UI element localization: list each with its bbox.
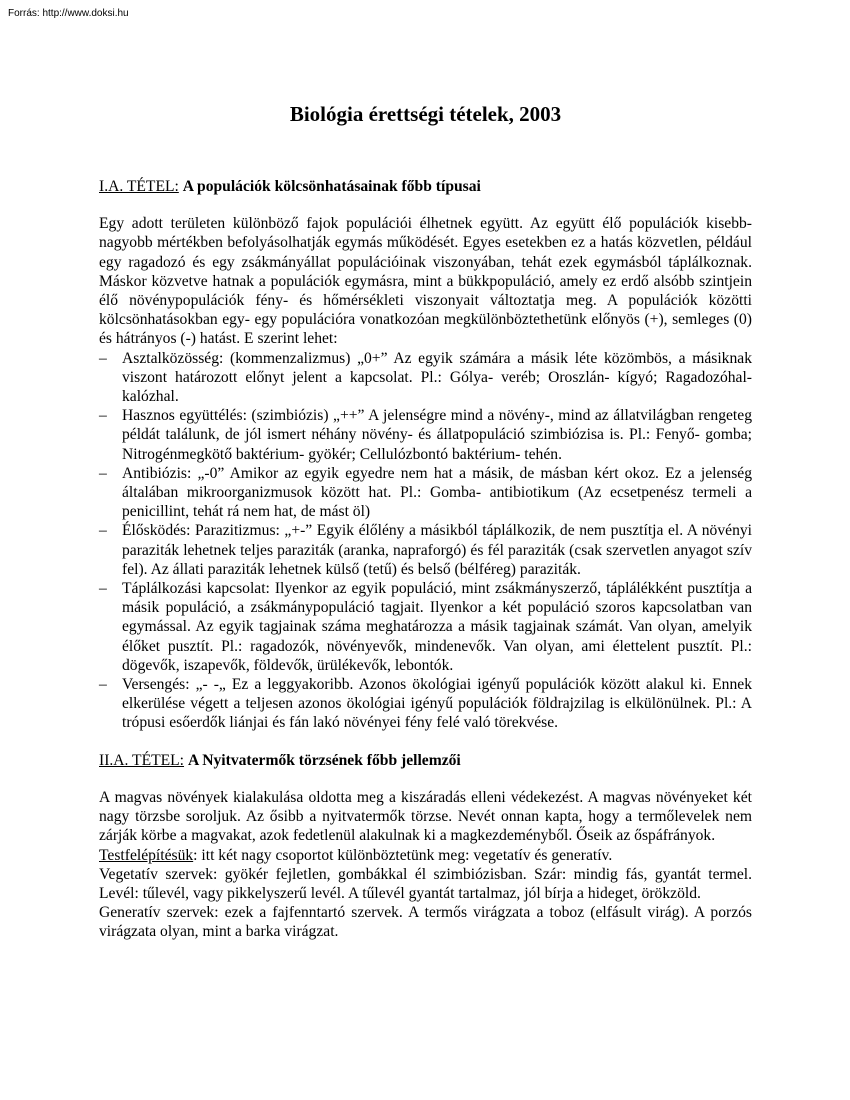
section1-heading bbox=[99, 177, 752, 196]
section1-label: I.A. TÉTEL: bbox=[99, 178, 179, 195]
dash-bullet: – bbox=[99, 580, 107, 598]
dash-bullet: – bbox=[99, 522, 107, 540]
section2-intro: A magvas növények kialakulása oldotta meg a kiszáradás elleni védekezést. A magvas növényeket két nagy törzsbe soroljuk. Az ősibb a nyitvatermők törzse. Nevét onnan kapta, hogy a termőlevelek nem zárják körbe a magvakat, azok fedetlenül alakulnak ki a magkezdeményből. Őseik az őspáfrányok. bbox=[99, 788, 752, 845]
structure-text: : itt két nagy csoportot különböztetünk meg: vegetatív és generatív. bbox=[193, 846, 613, 864]
section2-label: II.A. TÉTEL: bbox=[99, 751, 185, 769]
list-item-text: Asztalközösség: (kommenzalizmus) „0+” Az egyik számára a másik léte közömbös, a másiknak viszont határozott előnyt jelent a kapcsolat. Pl.: Gólya- veréb; Oroszlán- kígyó; Ragadozóhal- kalózhal. bbox=[122, 349, 752, 406]
list-item-text: Versengés: „- -„ Ez a leggyakoribb. Azonos ökológiai igényű populációk között alakul ki. Ennek elkerülése végett a teljesen azonos ökológiai igényű populációk földrajzilag is elkülönülnek. Pl.: A trópusi esőerdők liánjai és fán lakó növényei fény felé való törekvése. bbox=[122, 676, 752, 732]
list-item bbox=[99, 579, 752, 675]
list-item bbox=[99, 349, 752, 407]
list-item bbox=[99, 464, 752, 522]
dash-bullet: – bbox=[99, 676, 107, 694]
vegetative-paragraph: Vegetatív szervek: gyökér fejletlen, gombákkal él szimbiózisban. Szár: mindig fás, gyantát termel. Levél: tűlevél, vagy pikkelyszerű levél. A tűlevél gyantát tartalmaz, jól bírja a hideget, örökzöld. bbox=[99, 865, 752, 902]
list-item-text: Élősködés: Parazitizmus: „+-” Egyik élőlény a másikból táplálkozik, de nem pusztítja el. A növényi paraziták lehetnek teljes paraziták (aranka, napraforgó) és fél paraziták (csak szervetlen anyagot szív fel). Az állati paraziták lehetnek külső (tetű) és belső (bélféreg) paraziták. bbox=[122, 522, 752, 578]
interaction-list bbox=[99, 349, 752, 733]
list-item-text: Antibiózis: „-0” Amikor az egyik egyedre nem hat a másik, de másban kért okoz. Ez a jelenség általában mikroorganizmusok között hat. Pl.: Gomba- antibiotikum (Az ecsetpenész termeli a penicillint, tehát rá nem hat, de mást öl) bbox=[122, 464, 752, 521]
section2-heading bbox=[99, 751, 752, 770]
structure-label: Testfelépítésük bbox=[99, 846, 194, 864]
dash-bullet: – bbox=[99, 464, 107, 482]
generative-paragraph: Generatív szervek: ezek a fajfenntartó szervek. A termős virágzata a toboz (elfásult virág). A porzós virágzata olyan, mint a barka virágzat. bbox=[99, 904, 752, 941]
section1-intro: Egy adott területen különböző fajok populációi élhetnek együtt. Az együtt élő populációk kisebb-nagyobb mértékben befolyásolhatják egymás működését. Egyes esetekben ez a hatás közvetlen, például egy ragadozó és egy zsákmányállat populációinak viszonyában, tehát ezek egymásból táplálkoznak. Máskor közvetve hatnak a populációk egymásra, mint a bükkpopuláció, amely ez erdő alsóbb szintjein élő növénypopulációk fény- és hőmérsékleti viszonyait változtatja meg. A populációk közötti kölcsönhatásokban egy- egy populációra vonatkozóan megkülönböztethetünk előnyös (+), semleges (0) és hátrányos (-) hatást. E szerint lehet: bbox=[99, 215, 752, 348]
list-item bbox=[99, 521, 752, 579]
dash-bullet: – bbox=[99, 407, 107, 425]
list-item bbox=[99, 675, 752, 733]
list-item-text: Táplálkozási kapcsolat: Ilyenkor az egyik populáció, mint zsákmányszerző, táplálékként pusztítja a másik populáció, a zsákmánypopuláció tagjait. Ilyenkor a két populáció szoros kapcsolatban van egymással. Az egyik tagjainak száma meghatározza a másik tagjainak számát. Van olyan, amelyik élőket pusztít. Pl.: ragadozók, növényevők, mindenevők. Van olyan, ami élettelent pusztít. Pl.: dögevők, iszapevők, földevők, ürülékevők, lebontók. bbox=[122, 580, 752, 674]
document-body bbox=[99, 100, 752, 942]
page-title: Biológia érettségi tételek, 2003 bbox=[289, 102, 562, 126]
section2-title: A Nyitvatermők törzsének főbb jellemzői bbox=[187, 751, 461, 769]
list-item bbox=[99, 406, 752, 464]
structure-paragraph bbox=[99, 846, 752, 865]
dash-bullet: – bbox=[99, 349, 107, 367]
source-note: Forrás: http://www.doksi.hu bbox=[8, 8, 129, 19]
list-item-text: Hasznos együttélés: (szimbiózis) „++” A jelenségre mind a növény-, mind az állatvilágban rengeteg példát találunk, de jól ismert néhány növény- és állatpopuláció szimbiózisa is. Pl.: Fenyő- gomba; Nitrogénmegkötő baktérium- gyökér; Cellulózbontó baktérium- tehén. bbox=[122, 407, 752, 463]
section1-title: A populációk kölcsönhatásainak főbb típusai bbox=[182, 178, 481, 195]
